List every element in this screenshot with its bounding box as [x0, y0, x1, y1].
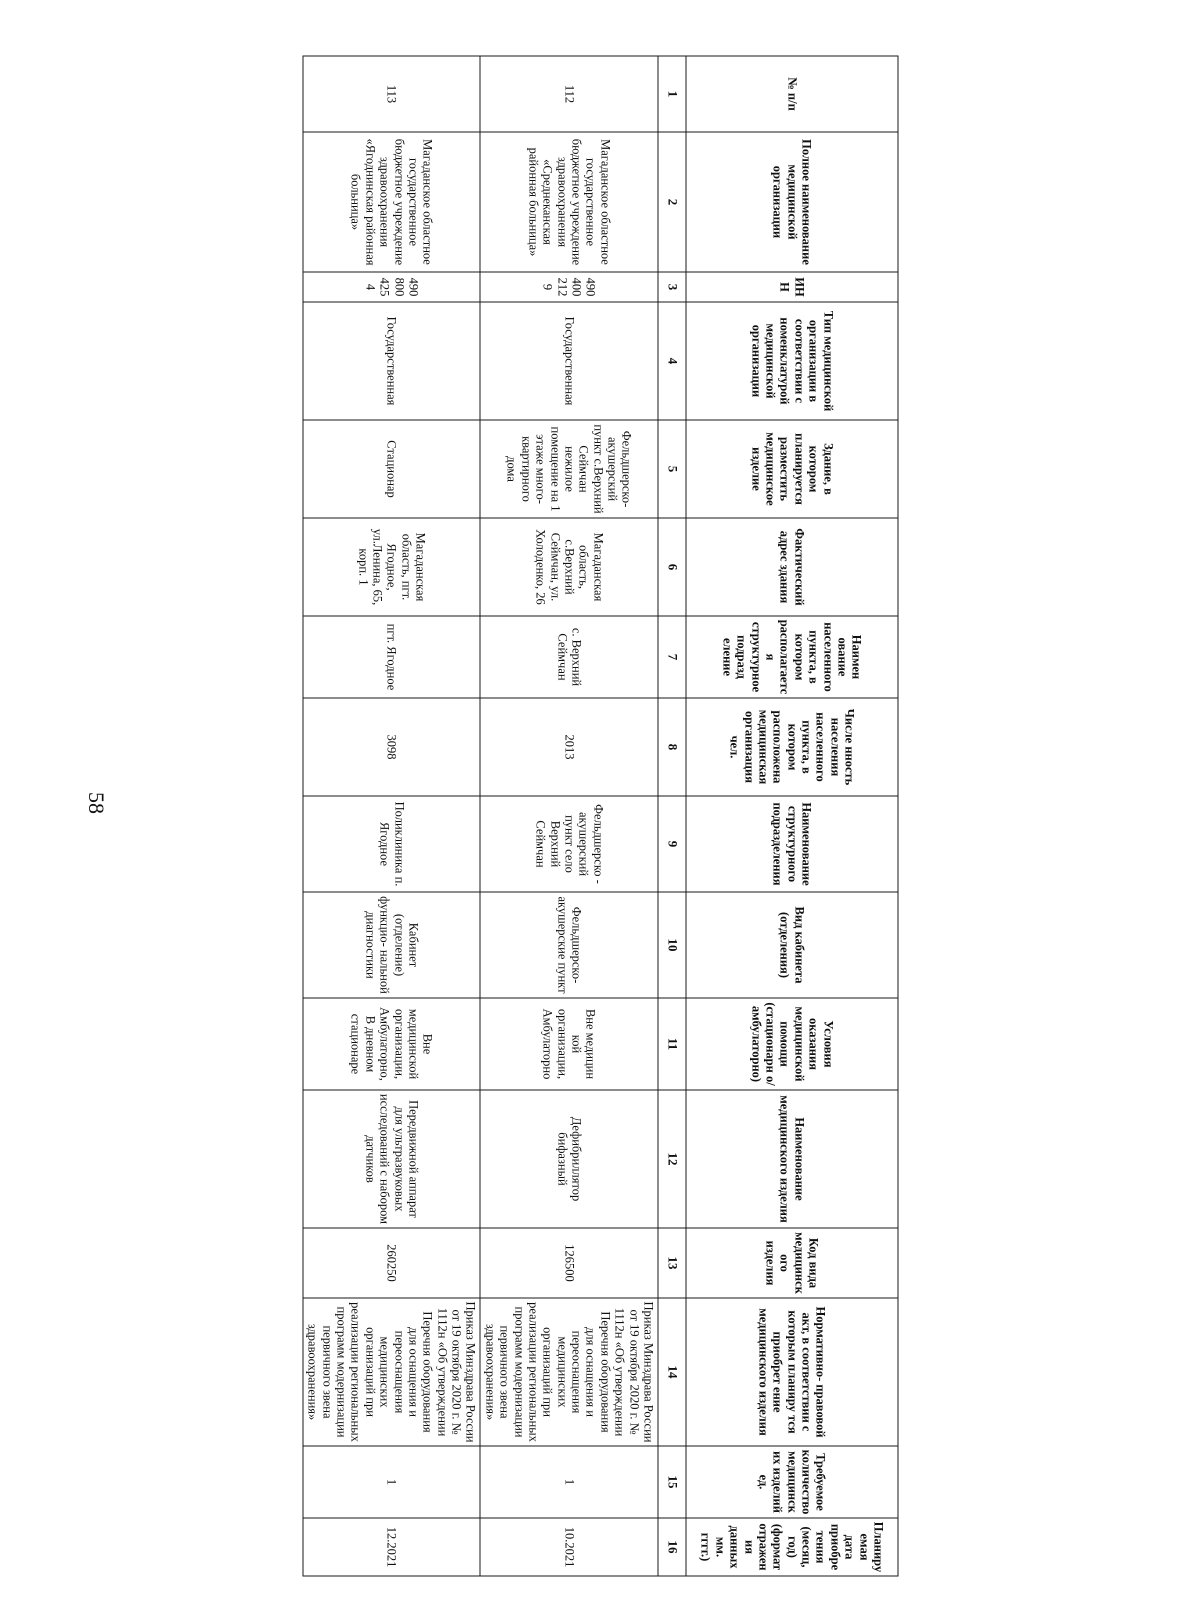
- column-number: 10: [658, 892, 686, 998]
- inn: 4904002129: [481, 272, 659, 302]
- header-cell: Условия оказания медицинской помощи (стационарн о/амбулаторно): [686, 998, 898, 1090]
- cabinet-type: Кабинет (отделение) функцио- нальной диагностики: [303, 892, 481, 998]
- table-row: [481, 56, 659, 1576]
- equipment-table: [303, 56, 899, 1577]
- header-cell: Наимен ование населенного пункта, в котором располагается структурное подразд еление: [686, 616, 898, 698]
- header-row: [686, 56, 898, 1576]
- header-cell: Вид кабинета (отделения): [686, 892, 898, 998]
- column-number: 2: [658, 132, 686, 272]
- header-cell: № п/п: [686, 56, 898, 132]
- column-number: 9: [658, 796, 686, 892]
- legal-act: Приказ Минздрава России от 19 октября 2020 г. № 1112н «Об утверждении Перечня оборудования для оснащения и переоснащения медицинских организаций при реализации региональных программ модернизации первичного звена здравоохранения»: [303, 1298, 481, 1446]
- header-cell: Числе нность населения населенного пункта, в котором расположена медицинская организация чел.: [686, 698, 898, 796]
- header-cell: Код вида медицинского изделия: [686, 1228, 898, 1298]
- device-code: 260250: [303, 1228, 481, 1298]
- column-number-row: [658, 56, 686, 1576]
- building: Стационар: [303, 420, 481, 518]
- org-name: Магаданское областное государственное бюджетное учреждение здравоохранения «Среднеканская районная больница»: [481, 132, 659, 272]
- header-cell: Нормативно- правовой акт, в соответствии с которым планиру тся приобрет ение медицинского изделия: [686, 1298, 898, 1446]
- column-number: 3: [658, 272, 686, 302]
- quantity: 1: [303, 1446, 481, 1518]
- header-cell: Требуемое количество медицинских изделий ед.: [686, 1446, 898, 1518]
- settlement: пгт. Ягодное: [303, 616, 481, 698]
- header-cell: Здание, в котором планируется разместить медицинское изделие: [686, 420, 898, 518]
- org-name: Магаданское областное государственное бюджетное учреждение здравоохранения «Ягоднинская районная больница»: [303, 132, 481, 272]
- column-number: 12: [658, 1090, 686, 1228]
- org-type: Государственная: [481, 302, 659, 420]
- settlement: с. Верхний Сеймчан: [481, 616, 659, 698]
- inn: 4908004254: [303, 272, 481, 302]
- header-cell: Тип медицинской организации в соответствии с номенклатурой медицинской организации: [686, 302, 898, 420]
- address: Магаданская область, пгт. Ягодное, ул.Ленина, 65, корп. 1: [303, 518, 481, 616]
- header-cell: Наименование структурного подразделения: [686, 796, 898, 892]
- column-number: 4: [658, 302, 686, 420]
- row-number: 112: [481, 56, 659, 132]
- column-number: 8: [658, 698, 686, 796]
- device-name: Дефибриллятор бифазный: [481, 1090, 659, 1228]
- header-cell: Фактический адрес здания: [686, 518, 898, 616]
- population: 3098: [303, 698, 481, 796]
- structural-unit: Поликлиника п. Ягодное: [303, 796, 481, 892]
- quantity: 1: [481, 1446, 659, 1518]
- header-cell: Планируемая дата приобретения (месяц, год) (формат отражения данных мм. гггг.): [686, 1518, 898, 1576]
- column-number: 11: [658, 998, 686, 1090]
- column-number: 6: [658, 518, 686, 616]
- address: Магаданская область, с.Верхний Сеймчан, ул. Холоденко, 26: [481, 518, 659, 616]
- purchase-date: 10.2021: [481, 1518, 659, 1576]
- purchase-date: 12.2021: [303, 1518, 481, 1576]
- rotated-table-container: [305, 56, 899, 1576]
- header-cell: ИНН: [686, 272, 898, 302]
- column-number: 14: [658, 1298, 686, 1446]
- row-number: 113: [303, 56, 481, 132]
- table-row: [303, 56, 481, 1576]
- cabinet-type: Фельдшерско- акушерские пункт: [481, 892, 659, 998]
- device-code: 126500: [481, 1228, 659, 1298]
- column-number: 1: [658, 56, 686, 132]
- column-number: 13: [658, 1228, 686, 1298]
- population: 2013: [481, 698, 659, 796]
- column-number: 15: [658, 1446, 686, 1518]
- building: Фельдшерско- акушерский пункт с.Верхний Сеймчан нежилое помещение на 1 этаже много- квартирного дома: [481, 420, 659, 518]
- org-type: Государственная: [303, 302, 481, 420]
- device-name: Передвижной аппарат для ультразвуковых исследований с набором датчиков: [303, 1090, 481, 1228]
- legal-act: Приказ Минздрава России от 19 октября 2020 г. № 1112н «Об утверждении Перечня оборудования для оснащения и переоснащения медицинских организаций при реализации региональных программ модернизации первичного звена здравоохранения»: [481, 1298, 659, 1446]
- column-number: 16: [658, 1518, 686, 1576]
- care-conditions: Вне медицинской организации, Амбулаторно, В дневном стационаре: [303, 998, 481, 1090]
- column-number: 7: [658, 616, 686, 698]
- header-cell: Наименование медицинского изделия: [686, 1090, 898, 1228]
- structural-unit: Фельдшерско - акушерский пункт село Верхний Сеймчан: [481, 796, 659, 892]
- page-number: 58: [84, 792, 109, 814]
- column-number: 5: [658, 420, 686, 518]
- header-cell: Полное наименование медицинской организации: [686, 132, 898, 272]
- care-conditions: Вне медицин кой организации, Амбулаторно: [481, 998, 659, 1090]
